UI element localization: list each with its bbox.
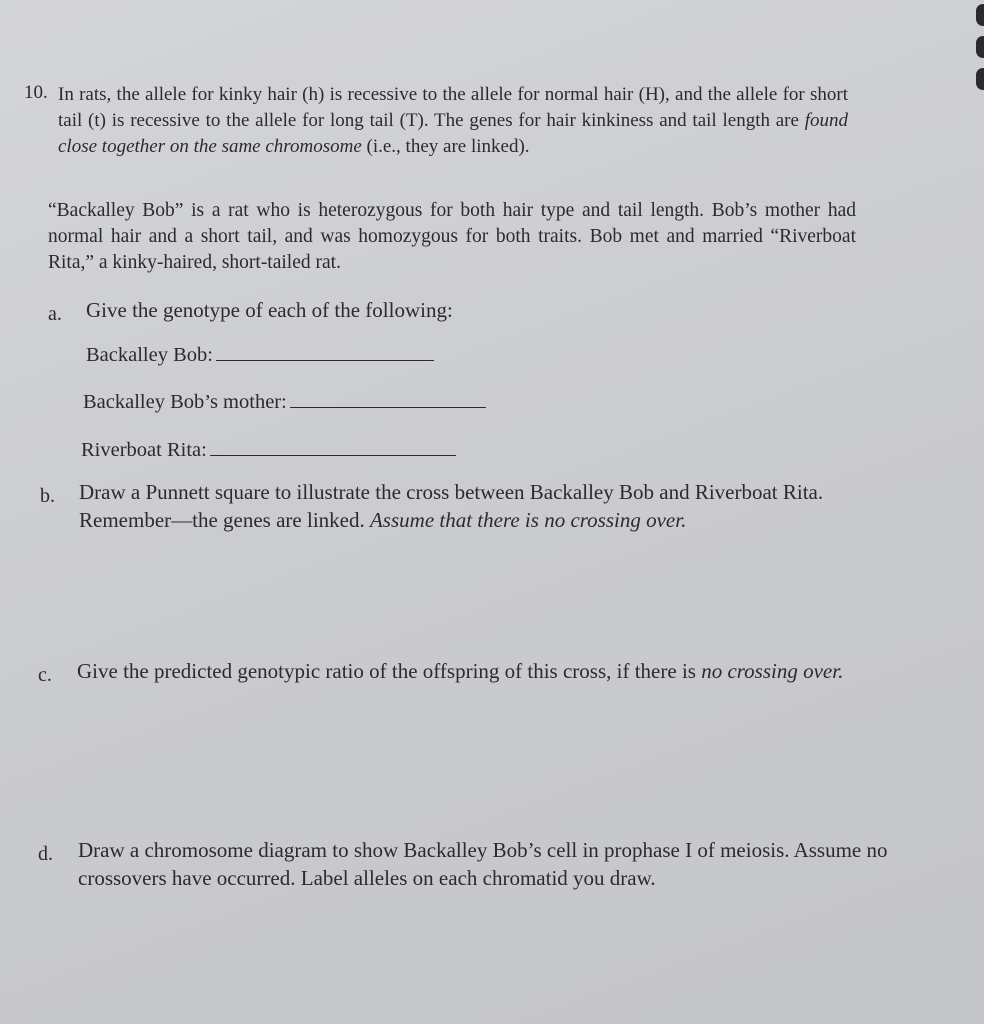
genotype-row-mother [83, 391, 486, 414]
intro-text-end: (i.e., they are linked). [361, 136, 530, 157]
genotype-row-bob [86, 344, 434, 367]
part-c-text [77, 657, 877, 685]
part-b-body: Draw a Punnett square to illustrate the cross between Backalley Bob and Riverboat Rita. Remember—the genes are linked. [79, 480, 824, 532]
part-c-body: Give the predicted genotypic ratio of the offspring of this cross, if there is [77, 659, 702, 683]
answer-blank[interactable] [210, 454, 456, 456]
question-intro [58, 82, 848, 160]
scenario-paragraph: “Backalley Bob” is a rat who is heterozygous for both hair type and tail length. Bob’s mother had normal hair and a short tail, and was homozygous for both traits. Bob met and married “Riverboat Rita,” a kinky-haired, short-tailed rat. [48, 200, 856, 273]
part-b-emphasis: Assume that there is no crossing over. [369, 508, 687, 532]
part-a-prompt: Give the genotype of each of the following: [86, 298, 453, 322]
genotype-label: Backalley Bob: [86, 344, 213, 366]
part-c-letter: c. [38, 664, 52, 686]
part-d-text: Draw a chromosome diagram to show Backalley Bob’s cell in prophase I of meiosis. Assume no crossovers have occurred. Label alleles on each chromatid you draw. [78, 838, 888, 890]
question-number: 10. [24, 82, 48, 103]
answer-blank[interactable] [216, 359, 434, 361]
part-d-letter: d. [38, 843, 53, 865]
intro-text: In rats, the allele for kinky hair (h) is recessive to the allele for normal hair (H), and the allele for short tail (t) is recessive to the allele for long tail (T). The genes for hair kinkiness and tail length are [58, 84, 848, 131]
part-b-text [79, 478, 869, 534]
part-b-letter: b. [40, 485, 55, 507]
part-c-emphasis: no crossing over. [701, 659, 844, 683]
genotype-label: Backalley Bob’s mother: [83, 391, 287, 413]
binder-hole-mark [976, 4, 984, 26]
answer-blank[interactable] [290, 406, 486, 408]
genotype-label: Riverboat Rita: [81, 439, 207, 461]
binder-hole-mark [976, 68, 984, 90]
binder-hole-mark [976, 36, 984, 58]
part-a-letter: a. [48, 303, 62, 325]
genotype-row-rita [81, 439, 456, 462]
intro-emphasis: found close together on the same chromosome [58, 110, 848, 157]
